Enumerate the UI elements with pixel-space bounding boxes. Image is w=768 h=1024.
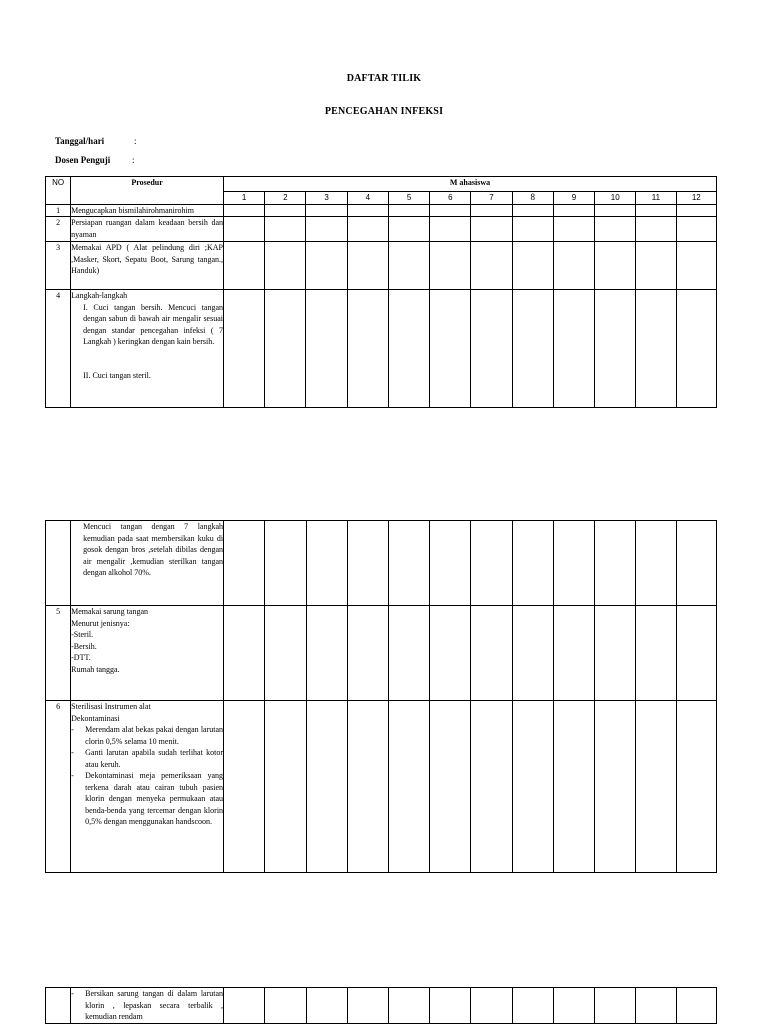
- score-cell[interactable]: [347, 217, 388, 242]
- score-cell[interactable]: [676, 701, 716, 873]
- score-cell[interactable]: [512, 242, 553, 290]
- procedure-item: I. Cuci tangan bersih. Mencuci tangan dengan sabun di bawah air mengalir sesuai dengan standar pencegahan infeksi ( 7 Langkah ) keringkan dengan kain bersih.: [83, 302, 223, 346]
- score-cell[interactable]: [306, 204, 347, 217]
- procedure-text: [71, 988, 224, 1024]
- student-number: 7: [471, 192, 512, 205]
- field-colon: :: [134, 136, 137, 146]
- field-tanggal-hari: [55, 136, 137, 146]
- score-cell[interactable]: [595, 242, 636, 290]
- table-row: [46, 606, 717, 701]
- score-cell[interactable]: [512, 204, 553, 217]
- score-cell[interactable]: [636, 290, 676, 408]
- student-number: 12: [676, 192, 716, 205]
- procedure-heading: Langkah-langkah: [71, 291, 128, 300]
- checklist-table-page-2: [45, 520, 717, 873]
- procedure-text: Persiapan ruangan dalam keadaan bersih dan nyaman: [71, 217, 224, 242]
- score-cell[interactable]: [265, 290, 306, 408]
- score-cell[interactable]: [553, 204, 594, 217]
- score-cell[interactable]: [430, 217, 471, 242]
- procedure-line: Menurut jenisnya:: [71, 618, 130, 628]
- row-number: 1: [46, 204, 71, 217]
- score-cell[interactable]: [430, 290, 471, 408]
- table-row: [46, 701, 717, 873]
- score-cell[interactable]: [224, 988, 265, 1024]
- document-title: DAFTAR TILIK: [346, 73, 422, 84]
- score-cell[interactable]: [430, 988, 471, 1024]
- score-cell[interactable]: [388, 242, 429, 290]
- score-cell[interactable]: [636, 606, 676, 701]
- student-number: 6: [430, 192, 471, 205]
- score-cell[interactable]: [265, 988, 306, 1024]
- procedure-text: [71, 606, 224, 701]
- table-row: [46, 521, 717, 606]
- score-cell[interactable]: [636, 988, 676, 1024]
- bullet-text: Merendam alat bekas pakai dengan larutan clorin 0,5% selama 10 menit.: [85, 725, 224, 746]
- score-cell[interactable]: [224, 217, 265, 242]
- score-cell[interactable]: [347, 606, 388, 701]
- score-cell[interactable]: [224, 204, 265, 217]
- header-no: NO: [46, 177, 71, 205]
- score-cell[interactable]: [306, 701, 347, 873]
- checklist-table-page-3: [45, 987, 717, 1024]
- score-cell[interactable]: [347, 242, 388, 290]
- bullet-text: Ganti larutan apabila sudah terlihat kotor atau keruh.: [85, 748, 224, 769]
- procedure-line: Rumah tangga.: [71, 664, 120, 674]
- bullet-item: - Ganti larutan apabila sudah terlihat kotor atau keruh.: [71, 748, 224, 769]
- procedure-heading: Sterilisasi Instrumen alat: [71, 702, 151, 711]
- score-cell[interactable]: [512, 217, 553, 242]
- score-cell[interactable]: [265, 521, 306, 606]
- score-cell[interactable]: [595, 701, 636, 873]
- score-cell[interactable]: [636, 217, 676, 242]
- header-mahasiswa: M ahasiswa: [224, 177, 717, 192]
- score-cell[interactable]: [347, 701, 388, 873]
- score-cell[interactable]: [553, 217, 594, 242]
- bullet-item: - Bersikan sarung tangan di dalam larutan klorin , lepaskan secara terbalik , kemudian rendam: [71, 989, 224, 1021]
- bullet-item: - Dekontaminasi meja pemeriksaan yang terkena darah atau cairan tubuh pasien klorin dengan menyeka permukaan atau benda-benda yang tercemar dengan klorin 0,5% dengan menggunakan handscoon.: [71, 771, 224, 826]
- procedure-line: -Steril.: [71, 630, 94, 639]
- row-number: 3: [46, 242, 71, 290]
- procedure-subheading: Dekontaminasi: [71, 713, 120, 723]
- score-cell[interactable]: [512, 521, 553, 606]
- score-cell[interactable]: [306, 521, 347, 606]
- score-cell[interactable]: [306, 242, 347, 290]
- score-cell[interactable]: [388, 606, 429, 701]
- score-cell[interactable]: [553, 701, 594, 873]
- row-number: 6: [46, 701, 71, 873]
- score-cell[interactable]: [595, 204, 636, 217]
- student-number: 3: [306, 192, 347, 205]
- procedure-text: Memakai APD ( Alat pelindung diri ;KAP ,Masker, Skort, Sepatu Boot, Sarung tangan., Handuk): [71, 242, 224, 290]
- score-cell[interactable]: [676, 204, 716, 217]
- student-number: 9: [553, 192, 594, 205]
- score-cell[interactable]: [306, 988, 347, 1024]
- score-cell[interactable]: [347, 204, 388, 217]
- student-number: 8: [512, 192, 553, 205]
- procedure-line: -DTT.: [71, 653, 91, 662]
- score-cell[interactable]: [553, 606, 594, 701]
- score-cell[interactable]: [430, 204, 471, 217]
- document-subtitle: PENCEGAHAN INFEKSI: [324, 106, 444, 117]
- score-cell[interactable]: [636, 204, 676, 217]
- procedure-item: II. Cuci tangan steril.: [83, 370, 151, 380]
- procedure-line: -Bersih.: [71, 641, 97, 651]
- score-cell[interactable]: [676, 290, 716, 408]
- bullet-text: Dekontaminasi meja pemeriksaan yang terkena darah atau cairan tubuh pasien klorin dengan menyeka permukaan atau benda-benda yang tercemar dengan klorin 0,5% dengan menggunakan handscoon.: [85, 771, 224, 826]
- student-number: 1: [224, 192, 265, 205]
- table-row: [46, 204, 717, 217]
- score-cell[interactable]: [265, 606, 306, 701]
- score-cell[interactable]: [306, 606, 347, 701]
- score-cell[interactable]: [676, 606, 716, 701]
- score-cell[interactable]: [595, 217, 636, 242]
- score-cell[interactable]: [595, 290, 636, 408]
- bullet-text: Bersikan sarung tangan di dalam larutan klorin , lepaskan secara terbalik , kemudian rendam: [85, 989, 224, 1021]
- score-cell[interactable]: [388, 204, 429, 217]
- field-dosen-penguji: [55, 155, 135, 165]
- score-cell[interactable]: [430, 242, 471, 290]
- field-label: Tanggal/hari: [55, 136, 105, 146]
- table-row: [46, 988, 717, 1024]
- score-cell[interactable]: [388, 521, 429, 606]
- score-cell[interactable]: [265, 204, 306, 217]
- table-row: [46, 217, 717, 242]
- score-cell[interactable]: [265, 242, 306, 290]
- score-cell[interactable]: [553, 521, 594, 606]
- header-prosedur: Prosedur: [71, 177, 224, 205]
- score-cell[interactable]: [595, 988, 636, 1024]
- field-label: Dosen Penguji: [55, 155, 111, 165]
- row-number: 4: [46, 290, 71, 408]
- score-cell[interactable]: [471, 606, 512, 701]
- score-cell[interactable]: [471, 290, 512, 408]
- procedure-text: [71, 290, 224, 408]
- field-colon: :: [132, 155, 135, 165]
- score-cell[interactable]: [512, 701, 553, 873]
- score-cell[interactable]: [224, 521, 265, 606]
- score-cell[interactable]: [471, 988, 512, 1024]
- score-cell[interactable]: [636, 701, 676, 873]
- score-cell[interactable]: [471, 204, 512, 217]
- score-cell[interactable]: [676, 521, 716, 606]
- score-cell[interactable]: [471, 242, 512, 290]
- score-cell[interactable]: [388, 217, 429, 242]
- student-number: 4: [347, 192, 388, 205]
- score-cell[interactable]: [265, 217, 306, 242]
- score-cell[interactable]: [388, 701, 429, 873]
- score-cell[interactable]: [388, 988, 429, 1024]
- score-cell[interactable]: [553, 290, 594, 408]
- procedure-text: Mengucapkan bismilahirohmanirohim: [71, 204, 224, 217]
- student-number: 2: [265, 192, 306, 205]
- row-number: 5: [46, 606, 71, 701]
- procedure-line: Memakai sarung tangan: [71, 607, 149, 616]
- score-cell[interactable]: [512, 290, 553, 408]
- score-cell[interactable]: [430, 521, 471, 606]
- score-cell[interactable]: [595, 521, 636, 606]
- score-cell[interactable]: [512, 606, 553, 701]
- procedure-text: [71, 521, 224, 606]
- score-cell[interactable]: [471, 701, 512, 873]
- score-cell[interactable]: [553, 242, 594, 290]
- procedure-item: Mencuci tangan dengan 7 langkah kemudian pada saat membersikan kuku di gosok dengan bros ,setelah dibilas dengan air mengalir ,kemudian sterilkan tangan dengan alkohol 70%.: [83, 522, 224, 577]
- score-cell[interactable]: [347, 521, 388, 606]
- score-cell[interactable]: [306, 217, 347, 242]
- student-number: 10: [595, 192, 636, 205]
- score-cell[interactable]: [388, 290, 429, 408]
- score-cell[interactable]: [595, 606, 636, 701]
- score-cell[interactable]: [224, 701, 265, 873]
- score-cell[interactable]: [553, 988, 594, 1024]
- student-number: 11: [636, 192, 676, 205]
- score-cell[interactable]: [224, 606, 265, 701]
- table-row: [46, 242, 717, 290]
- table-row: [46, 290, 717, 408]
- checklist-table-page-1: [45, 176, 717, 408]
- score-cell[interactable]: [471, 217, 512, 242]
- score-cell[interactable]: [636, 521, 676, 606]
- row-number: 2: [46, 217, 71, 242]
- student-number: 5: [388, 192, 429, 205]
- procedure-text: [71, 701, 224, 873]
- row-number: [46, 521, 71, 606]
- row-number: [46, 988, 71, 1024]
- score-cell[interactable]: [430, 606, 471, 701]
- bullet-item: - Merendam alat bekas pakai dengan larutan clorin 0,5% selama 10 menit.: [71, 725, 224, 746]
- score-cell[interactable]: [224, 290, 265, 408]
- score-cell[interactable]: [265, 701, 306, 873]
- score-cell[interactable]: [676, 242, 716, 290]
- score-cell[interactable]: [224, 242, 265, 290]
- score-cell[interactable]: [636, 242, 676, 290]
- score-cell[interactable]: [512, 988, 553, 1024]
- score-cell[interactable]: [676, 217, 716, 242]
- score-cell[interactable]: [471, 521, 512, 606]
- score-cell[interactable]: [306, 290, 347, 408]
- score-cell[interactable]: [347, 988, 388, 1024]
- score-cell[interactable]: [347, 290, 388, 408]
- score-cell[interactable]: [430, 701, 471, 873]
- score-cell[interactable]: [676, 988, 716, 1024]
